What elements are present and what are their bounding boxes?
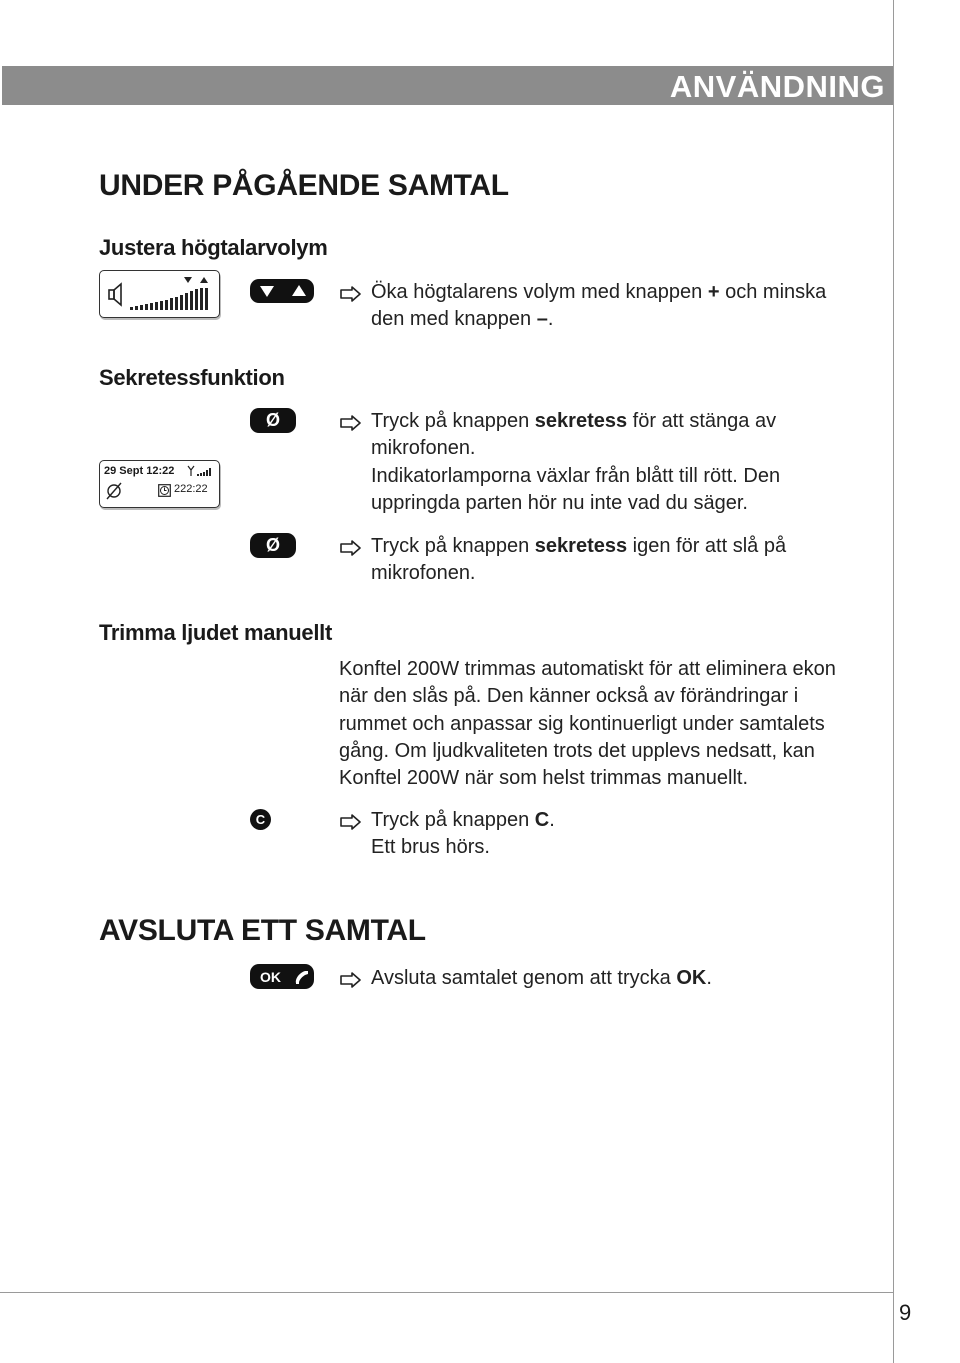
- lcd-secrecy-display: [99, 460, 220, 508]
- antenna-icon: [185, 465, 215, 477]
- step-trim: Tryck på knappen C. Ett brus hörs.: [340, 807, 860, 862]
- c-key[interactable]: C: [250, 809, 271, 830]
- phone-handset-icon: [293, 969, 311, 985]
- page-number: 9: [899, 1300, 912, 1325]
- lcd-volume-display: [99, 270, 220, 318]
- display-date: 29 Sept: [104, 465, 144, 477]
- step-end-call: Avsluta samtalet genom att trycka OK.: [340, 965, 860, 992]
- footer-rule: [0, 1292, 893, 1293]
- step-secrecy-on: Tryck på knappen sekretess för att stänga av mikrofonen. Indikatorlamporna växlar från blått till rött. Den uppringda parten hör nu inte vad du säger.: [340, 408, 860, 517]
- display-time: 12:22: [146, 465, 175, 477]
- hollow-right-arrow-icon: [340, 415, 362, 431]
- chapter-header-bar: [2, 66, 893, 105]
- subsection-title-volume: Justera högtalarvolym: [99, 235, 328, 260]
- section-title-during-call: UNDER PÅGÅENDE SAMTAL: [99, 169, 509, 202]
- hollow-right-arrow-icon: [340, 286, 362, 302]
- speaker-icon: [109, 284, 121, 305]
- mute-icon: [105, 482, 123, 500]
- clock-icon: [158, 484, 171, 497]
- ok-key[interactable]: OK: [250, 964, 314, 989]
- mute-key-2[interactable]: [250, 533, 296, 558]
- subsection-title-trim: Trimma ljudet manuellt: [99, 620, 333, 645]
- hollow-right-arrow-icon: [340, 814, 362, 830]
- subsection-title-secrecy: Sekretessfunktion: [99, 365, 285, 390]
- mute-icon: Ø: [265, 410, 280, 430]
- mute-icon: Ø: [265, 535, 280, 555]
- step-volume: Öka högtalarens volym med knappen + och minska den med knappen –.: [340, 279, 860, 334]
- volume-up-down-icon: [250, 279, 314, 303]
- volume-up-down-key[interactable]: [250, 279, 314, 303]
- trim-paragraph: Konftel 200W trimmas automatiskt för att eliminera ekon när den slås på. Den känner också av förändringar i rummet och anpassar sig kontinuerligt under samtalets gång. Om ljudkvaliteten trots det upplevs nedsatt, kan Konftel 200W när som helst trimmas manuellt.: [339, 658, 836, 790]
- chapter-title: ANVÄNDNING: [669, 69, 885, 104]
- right-margin-rule: [893, 0, 894, 1363]
- volume-level-graphic: [100, 271, 219, 317]
- mute-key[interactable]: [250, 408, 296, 433]
- section-title-end-call: AVSLUTA ETT SAMTAL: [99, 914, 426, 947]
- hollow-right-arrow-icon: [340, 972, 362, 988]
- step-secrecy-off: Tryck på knappen sekretess igen för att slå på mikrofonen.: [340, 533, 860, 588]
- display-call-counter: 222:22: [174, 483, 208, 495]
- hollow-right-arrow-icon: [340, 540, 362, 556]
